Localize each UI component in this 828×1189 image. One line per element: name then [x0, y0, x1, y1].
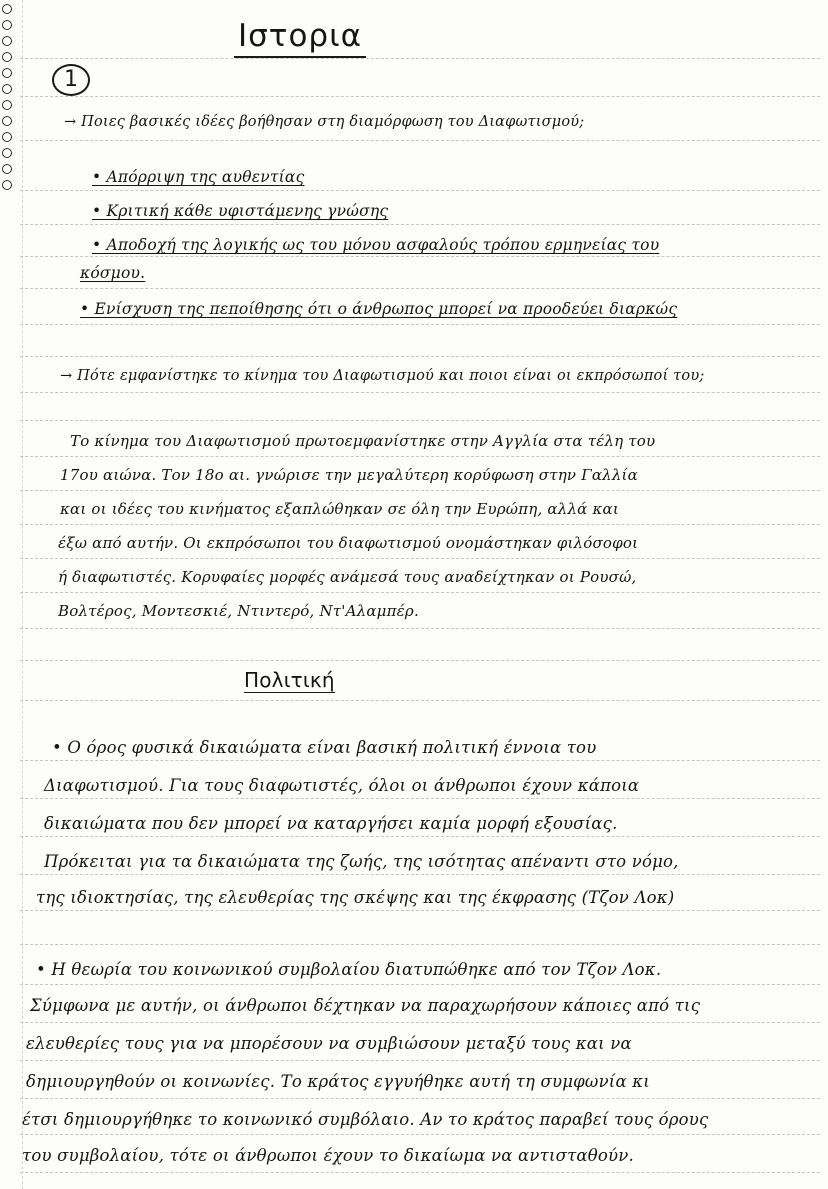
ruled-line — [20, 190, 820, 191]
answer-2-line: 17ου αιώνα. Τον 18ο αι. γνώρισε την μεγαλύτερη κορύφωση στην Γαλλία — [60, 466, 638, 484]
paragraph-2-line: ελευθερίες τους για να μπορέσουν να συμβιώσουν μεταξύ τους και να — [26, 1034, 632, 1053]
ruled-line — [20, 910, 820, 911]
answer-1-line: • Αποδοχή της λογικής ως του μόνου ασφαλούς τρόπου ερμηνείας του — [92, 236, 660, 254]
ruled-line — [20, 798, 820, 799]
ruled-line — [20, 288, 820, 289]
spiral-binding — [0, 0, 16, 180]
answer-2-line: έξω από αυτήν. Οι εκπρόσωποι του διαφωτισμού ονομάστηκαν φιλόσοφοι — [58, 534, 639, 552]
ruled-line — [20, 700, 820, 701]
binding-hole — [2, 84, 12, 94]
answer-1-line: • Ενίσχυση της πεποίθησης ότι ο άνθρωπος μπορεί να προοδεύει διαρκώς — [80, 300, 678, 318]
binding-hole — [2, 4, 12, 14]
ruled-line — [20, 1134, 820, 1135]
ruled-line — [20, 96, 820, 97]
paragraph-2-line: του συμβολαίου, τότε οι άνθρωποι έχουν το δικαίωμα να αντισταθούν. — [22, 1146, 634, 1165]
question-2: → Πότε εμφανίστηκε το κίνημα του Διαφωτισμού και ποιοι είναι οι εκπρόσωποί του; — [60, 368, 705, 384]
ruled-line — [20, 140, 820, 141]
ruled-line — [20, 944, 820, 945]
binding-hole — [2, 132, 12, 142]
binding-hole — [2, 148, 12, 158]
paragraph-1-line: • Ο όρος φυσικά δικαιώματα είναι βασική πολιτική έννοια του — [52, 738, 597, 757]
ruled-line — [20, 490, 820, 491]
ruled-line — [20, 256, 820, 257]
ruled-line — [20, 760, 820, 761]
binding-hole — [2, 68, 12, 78]
binding-hole — [2, 164, 12, 174]
ruled-line — [20, 420, 820, 421]
ruled-line — [20, 1022, 820, 1023]
answer-2-line: Το κίνημα του Διαφωτισμού πρωτοεμφανίστηκε στην Αγγλία στα τέλη του — [70, 432, 656, 450]
ruled-line — [20, 1172, 820, 1173]
margin-line — [22, 0, 23, 1189]
paragraph-1-line: Διαφωτισμού. Για τους διαφωτιστές, όλοι οι άνθρωποι έχουν κάποια — [44, 776, 640, 795]
ruled-line — [20, 324, 820, 325]
binding-hole — [2, 100, 12, 110]
ruled-line — [20, 628, 820, 629]
paragraph-2-line: Σύμφωνα με αυτήν, οι άνθρωποι δέχτηκαν να παραχωρήσουν κάποιες από τις — [30, 996, 701, 1015]
answer-2-line: και οι ιδέες του κινήματος εξαπλώθηκαν σε όλη την Ευρώπη, αλλά και — [60, 500, 619, 518]
question-1: → Ποιες βασικές ιδέες βοήθησαν στη διαμόρφωση του Διαφωτισμού; — [64, 114, 585, 130]
binding-hole — [2, 20, 12, 30]
ruled-line — [20, 558, 820, 559]
ruled-line — [20, 984, 820, 985]
paragraph-1-line: Πρόκειται για τα δικαιώματα της ζωής, της ισότητας απέναντι στο νόμο, — [44, 852, 679, 871]
answer-2-line: Βολτέρος, Μοντεσκιέ, Ντιντερό, Ντ'Αλαμπέρ. — [58, 602, 419, 620]
answer-1-line: • Απόρριψη της αυθεντίας — [92, 168, 305, 186]
ruled-line — [20, 1060, 820, 1061]
question-number: 1 — [52, 64, 90, 96]
ruled-line — [20, 1098, 820, 1099]
ruled-line — [20, 592, 820, 593]
answer-2-line: ή διαφωτιστές. Κορυφαίες μορφές ανάμεσά τους αναδείχτηκαν οι Ρουσώ, — [58, 568, 637, 586]
ruled-line — [20, 356, 820, 357]
answer-1-line: • Κριτική κάθε υφιστάμενης γνώσης — [92, 202, 389, 220]
paragraph-2-line: • Η θεωρία του κοινωνικού συμβολαίου διατυπώθηκε από τον Τζον Λοκ. — [36, 960, 662, 979]
page-title: Ιστορια — [234, 18, 366, 58]
ruled-line — [20, 58, 820, 59]
binding-hole — [2, 36, 12, 46]
paragraph-2-line: δημιουργηθούν οι κοινωνίες. Το κράτος εγγυήθηκε αυτή τη συμφωνία κι — [26, 1072, 650, 1091]
ruled-line — [20, 392, 820, 393]
ruled-line — [20, 224, 820, 225]
section-title: Πολιτική — [244, 668, 335, 692]
ruled-line — [20, 874, 820, 875]
binding-hole — [2, 180, 12, 190]
ruled-line — [20, 660, 820, 661]
ruled-line — [20, 456, 820, 457]
binding-hole — [2, 52, 12, 62]
answer-1-line: κόσμου. — [80, 264, 146, 282]
ruled-line — [20, 524, 820, 525]
paragraph-2-line: έτσι δημιουργήθηκε το κοινωνικό συμβόλαιο. Αν το κράτος παραβεί τους όρους — [22, 1110, 709, 1129]
paragraph-1-line: της ιδιοκτησίας, της ελευθερίας της σκέψης και της έκφρασης (Τζον Λοκ) — [36, 888, 675, 907]
ruled-line — [20, 836, 820, 837]
paragraph-1-line: δικαιώματα που δεν μπορεί να καταργήσει καμία μορφή εξουσίας. — [44, 814, 618, 833]
binding-hole — [2, 116, 12, 126]
